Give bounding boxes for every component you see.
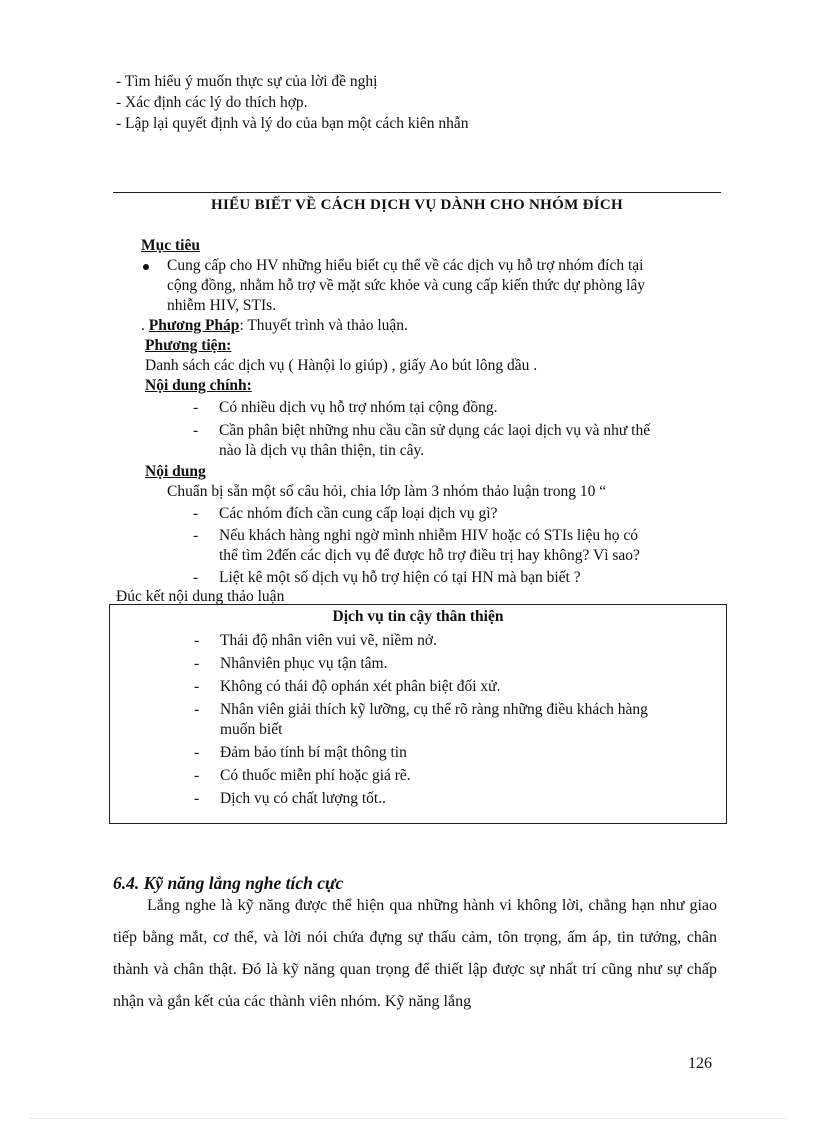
noi-dung-chinh-item-1: Có nhiều dịch vụ hỗ trợ nhóm tại cộng đồng. (219, 399, 498, 416)
noi-dung-item-1: Các nhóm đích cần cung cấp loại dịch vụ gì? (219, 505, 498, 522)
dash-marker: - (194, 744, 200, 761)
dash-marker: - (193, 399, 199, 416)
dash-marker: - (194, 767, 200, 784)
noi-dung-item-3: Liệt kê một số dịch vụ hỗ trợ hiện có tại HN mà bạn biết ? (219, 569, 581, 586)
phuong-tien-text: Danh sách các dịch vụ ( Hànội lo giúp) , giấy Ao bút lông dầu . (145, 357, 538, 374)
bullet-icon (143, 264, 149, 270)
box-item-4-line-1: Nhân viên giải thích kỹ lưỡng, cụ thể rõ ràng những điều khách hàng (220, 701, 648, 718)
top-list-item-3: - Lập lại quyết định và lý do của bạn một cách kiên nhẫn (116, 115, 469, 132)
section-heading: 6.4. Kỹ năng lắng nghe tích cực (113, 873, 344, 893)
section-divider (113, 192, 721, 193)
box-item-1: Thái độ nhân viên vui vẽ, niềm nở. (220, 632, 437, 649)
noi-dung-chinh-item-2-line-1: Cần phân biệt những nhu cầu cần sử dụng các laọi dịch vụ và như thế (219, 422, 651, 439)
dash-marker: - (193, 422, 199, 439)
dash-marker: - (193, 527, 199, 544)
noi-dung-chinh-item-2-line-2: nào là dịch vụ thân thiện, tin cây. (219, 442, 425, 459)
box-item-6: Có thuốc miễn phí hoặc giá rẽ. (220, 767, 411, 784)
dash-marker: - (194, 655, 200, 672)
phuong-phap-heading: Phương Pháp (148, 317, 240, 334)
lesson-title: HIỂU BIẾT VỀ CÁCH DỊCH VỤ DÀNH CHO NHÓM ĐÍCH (211, 197, 623, 213)
muc-tieu-line-3: nhiễm HIV, STIs. (167, 297, 277, 314)
muc-tieu-line-2: cộng đồng, nhằm hỗ trợ về mặt sức khỏe và cung cấp kiến thức dự phòng lây (167, 277, 646, 294)
dash-marker: - (193, 569, 199, 586)
page-bottom-border (30, 1118, 786, 1119)
box-item-2: Nhânviên phục vụ tận tâm. (220, 655, 388, 672)
noi-dung-item-2-line-2: thể tìm 2đến các dịch vụ để được hỗ trợ điều trị hay không? Vì sao? (219, 547, 640, 564)
box-item-7: Dịch vụ có chất lượng tốt.. (220, 790, 386, 807)
box-title: Dịch vụ tin cậy thân thiện (332, 608, 504, 625)
box-item-3: Không có thái độ ophán xét phân biệt đối xử. (220, 678, 501, 695)
page-number: 126 (688, 1055, 712, 1072)
phuong-tien-heading: Phương tiện: (145, 337, 232, 354)
paragraph-text: Lắng nghe là kỹ năng được thể hiện qua những hành vi không lời, chẳng hạn như giao tiếp bằng mắt, cơ thể, và lời nói chứa đựng sự thấu cảm, tôn trọng, ấm áp, tin tưởng, chân thành và chân thật. Đó là kỹ năng quan trọng để thiết lập được sự nhất trí cũng như sự chấp nhận và gắn kết của các thành viên nhóm. Kỹ năng lắng (113, 897, 717, 1010)
dash-marker: - (194, 678, 200, 695)
noi-dung-intro: Chuẩn bị sẵn một số câu hỏi, chia lớp làm 3 nhóm thảo luận trong 10 “ (167, 483, 607, 500)
top-list-item-1: - Tìm hiểu ý muốn thực sự của lời đề nghị (116, 73, 378, 90)
summary-label: Đúc kết nội dung thảo luận (116, 588, 285, 605)
section-paragraph (113, 890, 717, 1018)
phuong-phap-line (141, 316, 408, 336)
dash-marker: - (194, 701, 200, 718)
dash-marker: - (193, 505, 199, 522)
box-item-5: Đảm bảo tính bí mật thông tin (220, 744, 407, 761)
box-item-4-line-2: muốn biết (220, 721, 283, 738)
noi-dung-item-2-line-1: Nếu khách hàng nghi ngờ mình nhiễm HIV hoặc có STIs liệu họ có (219, 527, 639, 544)
phuong-phap-prefix: . (141, 317, 149, 334)
muc-tieu-line-1: Cung cấp cho HV những hiểu biết cụ thể về các dịch vụ hỗ trợ nhóm đích tại (167, 257, 644, 274)
dash-marker: - (194, 632, 200, 649)
phuong-phap-text: : Thuyết trình và thảo luận. (239, 317, 408, 334)
dash-marker: - (194, 790, 200, 807)
noi-dung-heading: Nội dung (145, 463, 206, 480)
muc-tieu-heading: Mục tiêu (141, 237, 200, 254)
trusted-services-box (109, 604, 727, 824)
noi-dung-chinh-heading: Nội dung chính: (145, 377, 252, 394)
top-list-item-2: - Xác định các lý do thích hợp. (116, 94, 308, 111)
